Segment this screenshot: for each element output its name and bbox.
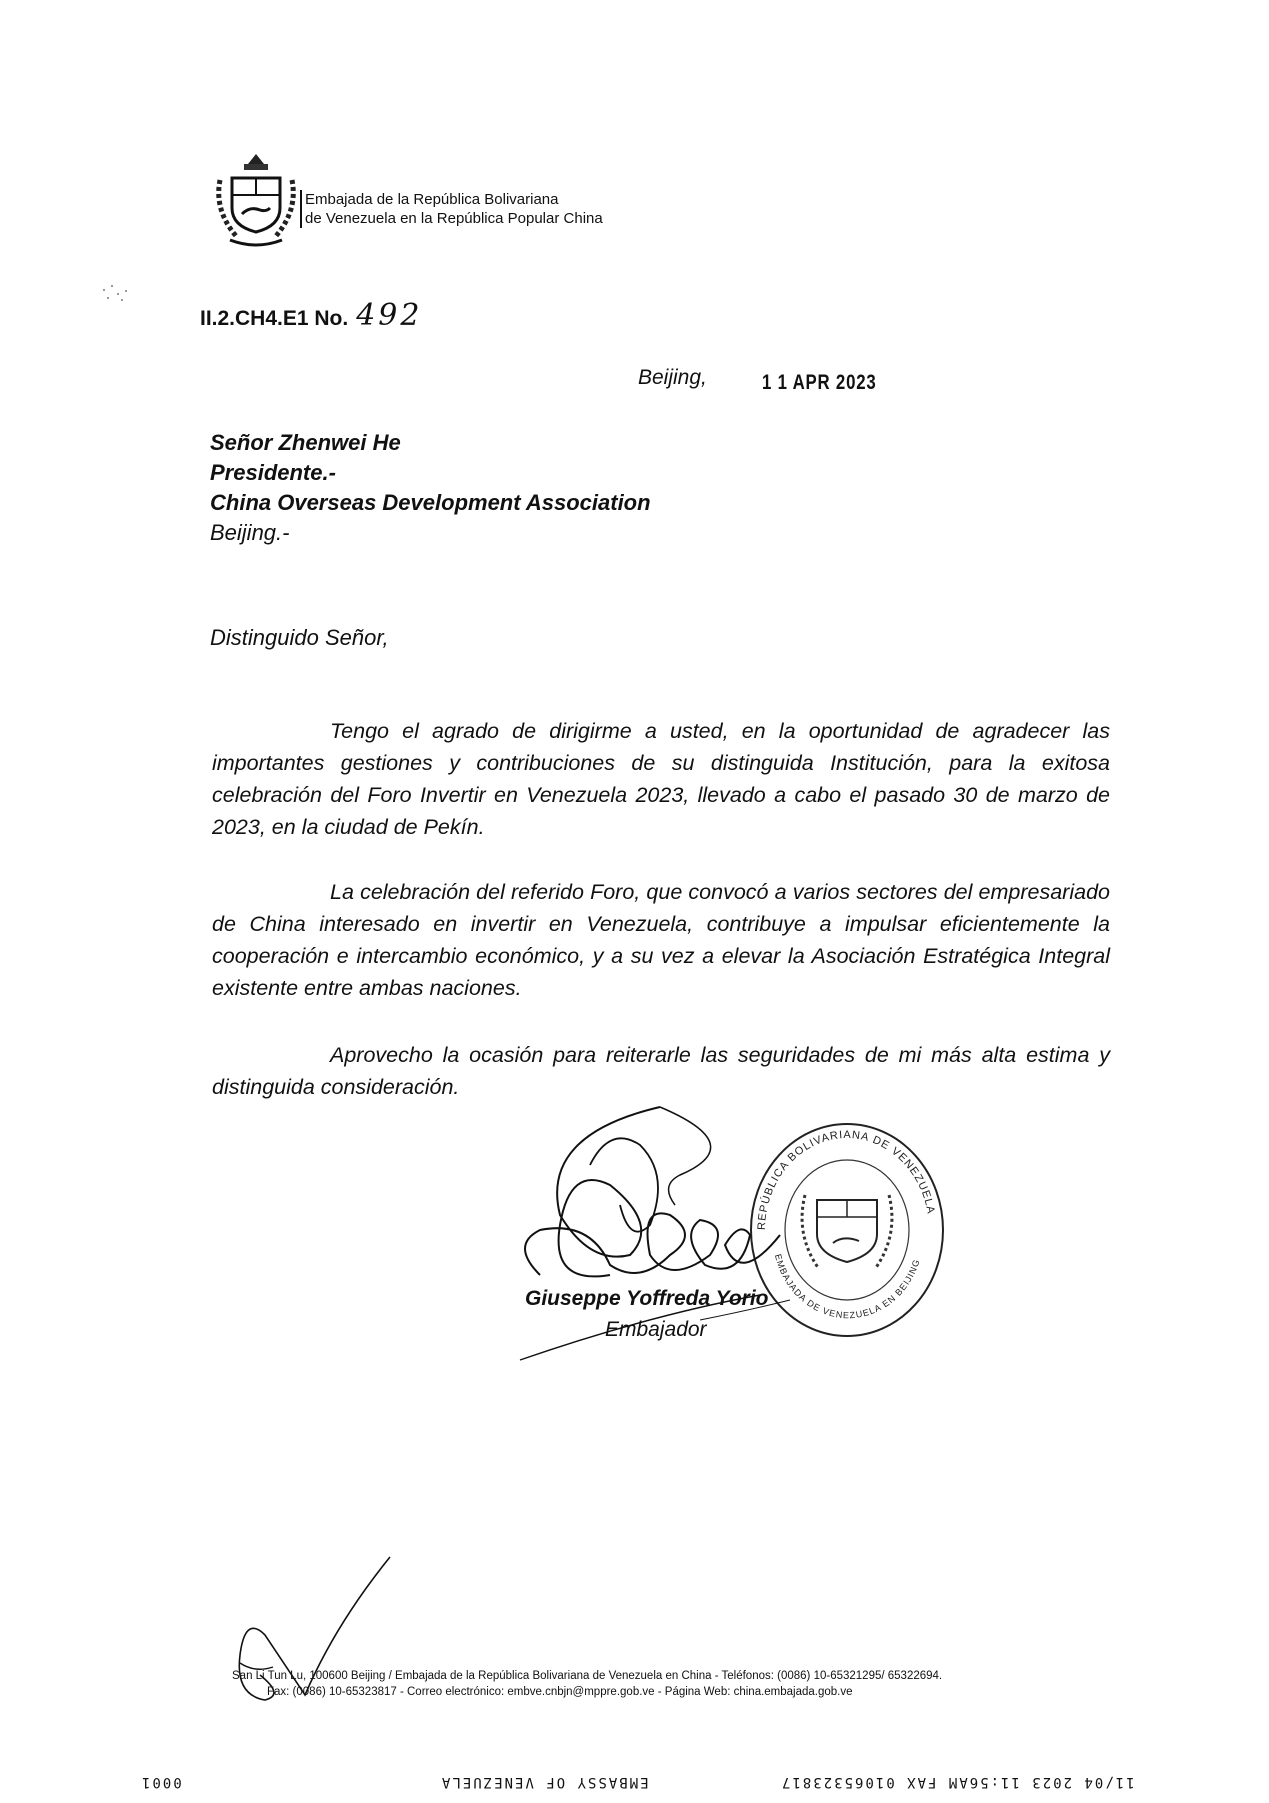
body-paragraph-3: Aprovecho la ocasión para reiterarle las seguridades de mi más alta estima y distinguida consideración. <box>212 1043 1110 1099</box>
scan-speck-mark <box>98 282 132 304</box>
seal-bottom-text: EMBAJADA DE VENEZUELA EN BEIJING <box>772 1252 922 1321</box>
reference-number <box>200 298 422 333</box>
embassy-letterhead <box>300 190 603 228</box>
date-stamp: 1 1 APR 2023 <box>762 371 877 394</box>
body-paragraph-2: La celebración del referido Foro, que convocó a varios sectores del empresariado de China interesado en invertir en Venezuela, contribuye a impulsar eficientemente la cooperación e intercambio económico, y a su vez a elevar la Asociación Estratégica Integral existente entre ambas naciones. <box>212 880 1110 1000</box>
letter-place: Beijing, <box>638 366 707 389</box>
body-paragraph-1: Tengo el agrado de dirigirme a usted, en la oportunidad de agradecer las importantes gestiones y contribuciones de su distinguida Institución, para la exitosa celebración del Foro Invertir en Venezuela 2023, llevado a cabo el pasado 30 de marzo de 2023, en la ciudad de Pekín. <box>212 719 1110 839</box>
salutation: Distinguido Señor, <box>210 625 389 650</box>
fax-page-number: 0001 <box>140 1774 182 1790</box>
letterhead-footer <box>232 1668 942 1700</box>
letterhead-line-1: Embajada de la República Bolivariana <box>305 191 559 208</box>
seal-top-text: REPÚBLICA BOLIVARIANA DE VENEZUELA <box>755 1129 937 1231</box>
signatory-name: Giuseppe Yoffreda Yorio <box>525 1287 769 1310</box>
letterhead-line-2: de Venezuela en la República Popular China <box>305 210 603 227</box>
footer-contact-line: Fax: (0086) 10-65323817 - Correo electrónico: embve.cnbjn@mppre.gob.ve - Página Web: china.embajada.gob.ve <box>267 1686 853 1698</box>
addressee-city: Beijing.- <box>210 520 290 545</box>
fax-timestamp: 11/04 2023 11:56AM FAX 01065323817 <box>780 1774 1135 1790</box>
addressee-block <box>210 428 651 548</box>
reference-code: II.2.CH4.E1 No. <box>200 307 349 330</box>
coat-of-arms-icon <box>210 150 302 250</box>
fax-sender: EMBASSY OF VENEZUELA <box>440 1774 649 1790</box>
handwritten-reference-number: 492 <box>356 298 423 333</box>
signatory-title: Embajador <box>605 1318 707 1341</box>
addressee-organization: China Overseas Development Association <box>210 490 651 515</box>
fax-transmission-header <box>0 1772 1269 1798</box>
addressee-name: Señor Zhenwei He <box>210 430 401 455</box>
footer-address-line: San Li Tun Lu, 100600 Beijing / Embajada de la República Bolivariana de Venezuela en China - Teléfonos: (0086) 10-65321295/ 65322694. <box>232 1670 943 1682</box>
handwritten-signature <box>500 1105 920 1365</box>
addressee-title: Presidente.- <box>210 460 336 485</box>
